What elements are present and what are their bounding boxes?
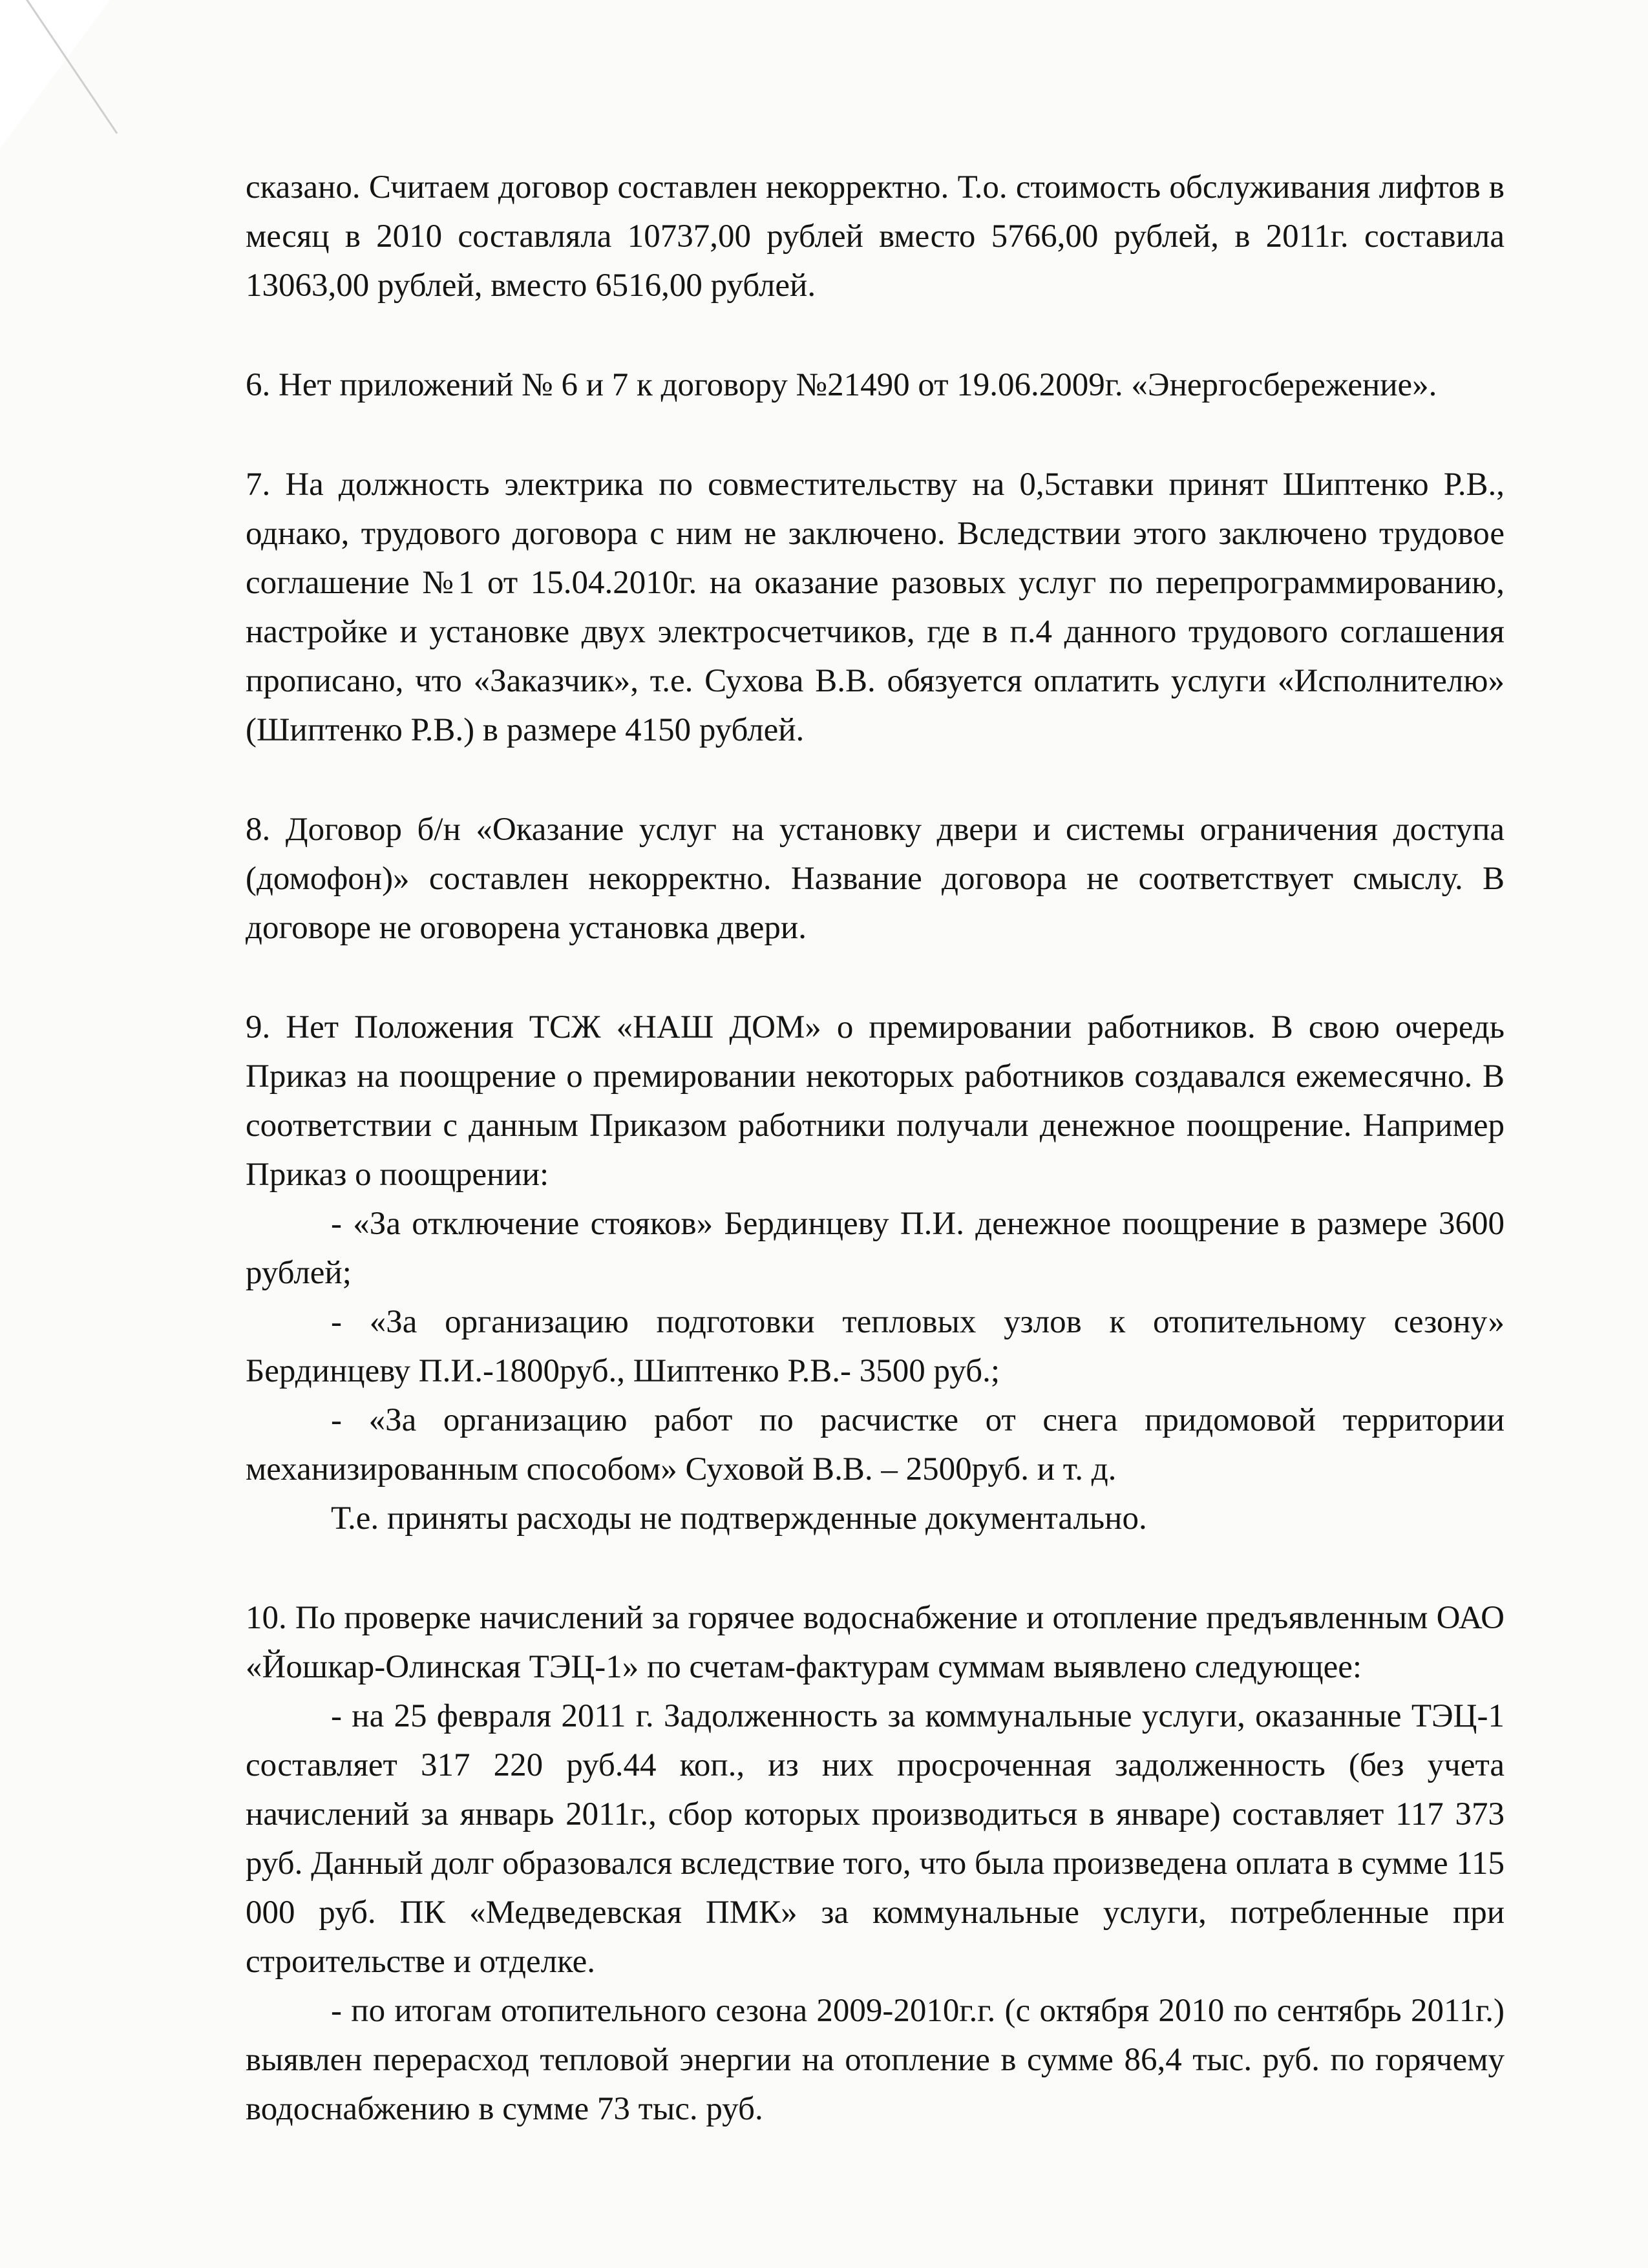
paragraph-7: 7. На должность электрика по совместительству на 0,5ставки принят Шиптенко Р.В., однако, трудового договора с ним не заключено. Вследствии этого заключено трудовое соглашение №1 от 15.04.2010г. на оказание разовых услуг по перепрограммированию, настройке и установке двух электросчетчиков, где в п.4 данного трудового соглашения прописано, что «Заказчик», т.е. Сухова В.В. обязуется оплатить услуги «Исполнителю» (Шиптенко Р.В.) в размере 4150 рублей. [246, 467, 1505, 748]
paragraph-9-conclusion: Т.е. приняты расходы не подтвержденные документально. [331, 1500, 1147, 1537]
paragraph-10: 10. По проверке начислений за горячее водоснабжение и отопление предъявленным ОАО «Йошкар-Олинская ТЭЦ-1» по счетам-фактурам суммам выявлено следующее: [246, 1600, 1505, 1685]
paragraph-9-item-2: - «За организацию подготовки тепловых узлов к отопительному сезону» Бердинцеву П.И.-1800руб., Шиптенко Р.В.- 3500 руб.; [246, 1304, 1505, 1389]
paragraph-10-item-1: - на 25 февраля 2011 г. Задолженность за коммунальные услуги, оказанные ТЭЦ-1 составляет 317 220 руб.44 коп., из них просроченная задолженность (без учета начислений за январь 2011г., сбор которых производиться в январе) составляет 117 373 руб. Данный долг образовался вследствие того, что была произведена оплата в сумме 115 000 руб. ПК «Медведевская ПМК» за коммунальные услуги, потребленные при строительстве и отделке. [246, 1698, 1505, 1980]
paragraph-10-item-2: - по итогам отопительного сезона 2009-2010г.г. (с октября 2010 по сентябрь 2011г.) выявлен перерасход тепловой энергии на отопление в сумме 86,4 тыс. руб. по горячему водоснабжению в сумме 73 тыс. руб. [246, 1993, 1505, 2127]
folded-corner [0, 0, 110, 149]
paragraph-8: 8. Договор б/н «Оказание услуг на установку двери и системы ограничения доступа (домофон)» составлен некорректно. Название договора не соответствует смыслу. В договоре не оговорена установка двери. [246, 812, 1505, 946]
paragraph-9: 9. Нет Положения ТСЖ «НАШ ДОМ» о премировании работников. В свою очередь Приказ на поощрение о премировании некоторых работников создавался ежемесячно. В соответствии с данным Приказом работники получали денежное поощрение. Например Приказ о поощрении: [246, 1009, 1505, 1193]
paragraph-6: 6. Нет приложений № 6 и 7 к договору №21490 от 19.06.2009г. «Энергосбережение». [246, 367, 1437, 403]
paragraph-9-item-3: - «За организацию работ по расчистке от снега придомовой территории механизированным способом» Суховой В.В. – 2500руб. и т. д. [246, 1402, 1505, 1487]
document-body [246, 163, 1505, 2134]
paragraph-9-item-1: - «За отключение стояков» Бердинцеву П.И. денежное поощрение в размере 3600 рублей; [246, 1206, 1505, 1291]
paragraph-5-continuation: сказано. Считаем договор составлен некорректно. Т.о. стоимость обслуживания лифтов в месяц в 2010 составляла 10737,00 рублей вместо 5766,00 рублей, в 2011г. составила 13063,00 рублей, вместо 6516,00 рублей. [246, 169, 1505, 304]
